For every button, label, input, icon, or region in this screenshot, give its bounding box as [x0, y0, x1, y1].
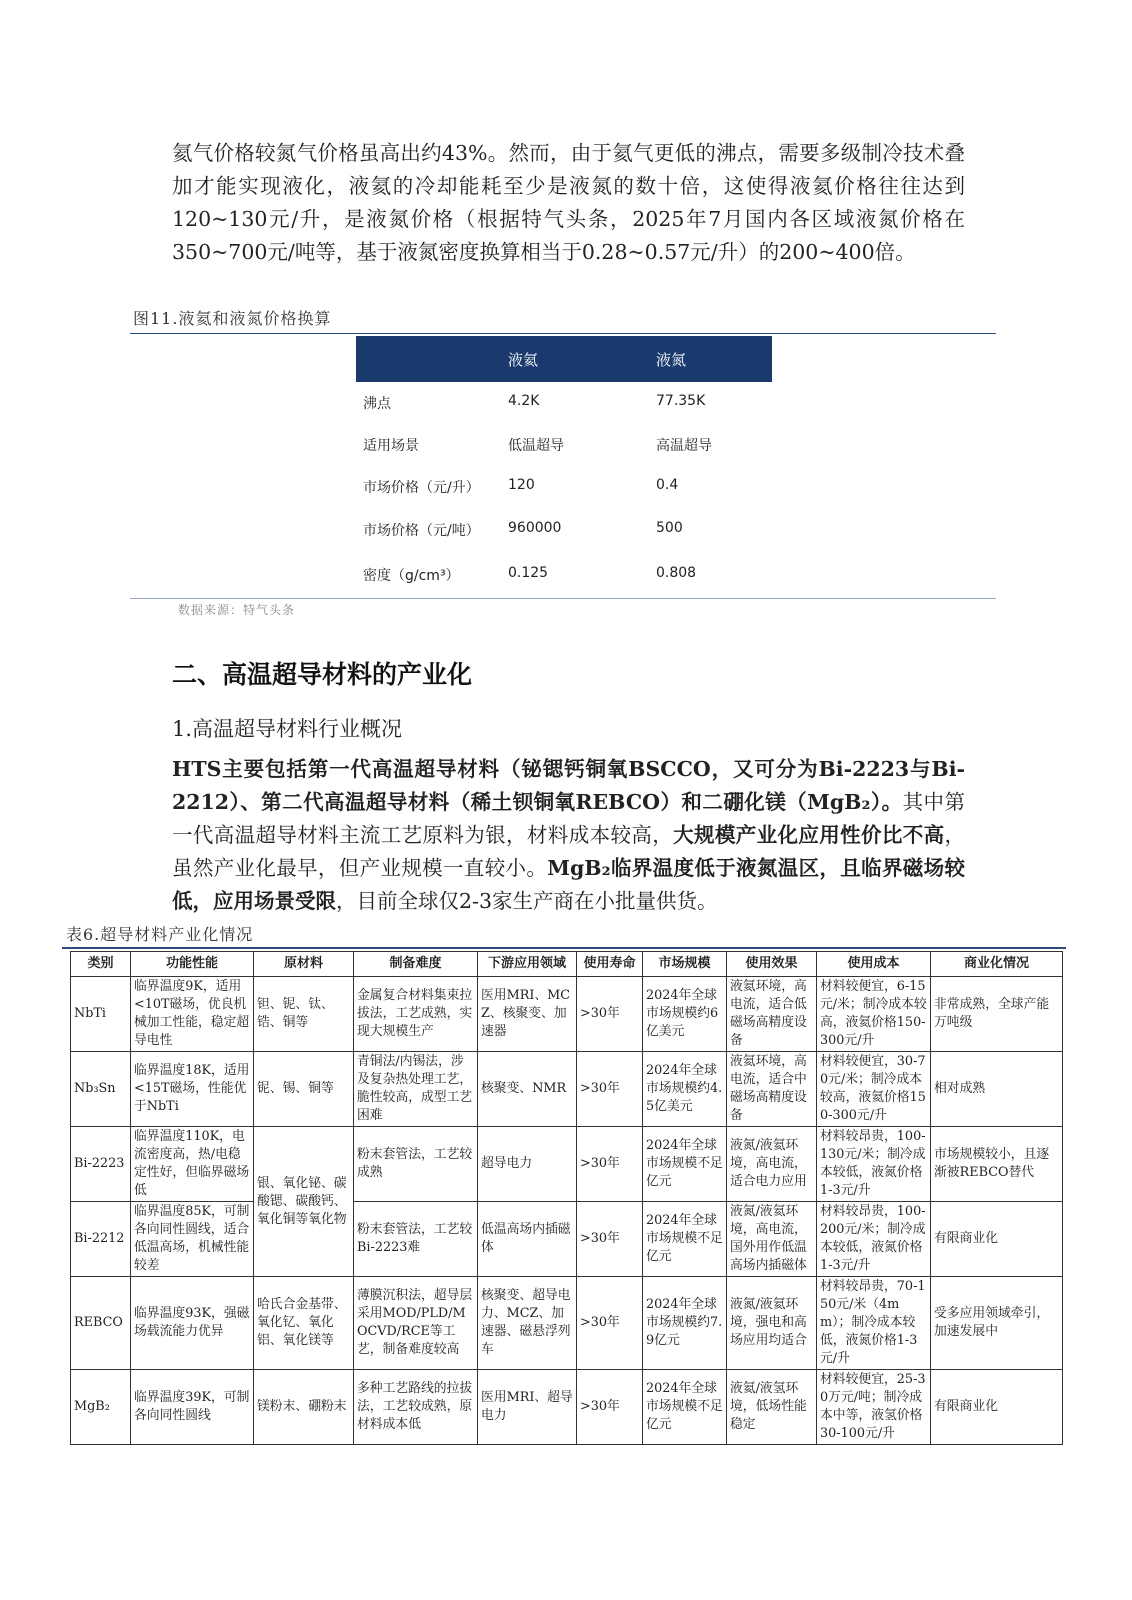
cell: 材料较便宜，30-70元/米；制冷成本较高，液氦价格150-300元/升	[817, 1052, 931, 1127]
section-heading: 二、高温超导材料的产业化	[172, 660, 473, 689]
table-caption: 表6.超导材料产业化情况	[66, 925, 254, 944]
figure-source: 数据来源：特气头条	[178, 603, 296, 617]
table-row	[71, 1277, 1063, 1370]
cell: 2024年全球市场规模不足亿元	[643, 1127, 727, 1202]
subsection-heading: 1.高温超导材料行业概况	[172, 717, 403, 741]
cell: 液氦环境，高电流，适合中磁场高精度设备	[727, 1052, 817, 1127]
cell: REBCO	[71, 1277, 131, 1370]
table-row	[71, 1370, 1063, 1445]
body-paragraph	[172, 753, 965, 918]
cell: 医用MRI、MCZ、核聚变、加速器	[478, 977, 577, 1052]
header-liquid-helium: 液氦	[508, 351, 539, 369]
table-top-rule	[62, 947, 1066, 949]
col-header: 原材料	[254, 952, 354, 977]
cell: 临界温度110K，电流密度高，热/电稳定性好，但临界磁场低	[131, 1127, 254, 1202]
cell: 低温高场内插磁体	[478, 1202, 577, 1277]
cell: 2024年全球市场规模不足亿元	[643, 1202, 727, 1277]
cell: 材料较便宜，25-30万元/吨；制冷成本中等，液氢价格30-100元/升	[817, 1370, 931, 1445]
table-row	[71, 1052, 1063, 1127]
cell: 粉末套管法，工艺较Bi-2223难	[354, 1202, 478, 1277]
cell: 材料较昂贵，100-200元/米；制冷成本较低，液氮价格1-3元/升	[817, 1202, 931, 1277]
cell: 临界温度93K，强磁场载流能力优异	[131, 1277, 254, 1370]
col-header: 市场规模	[643, 952, 727, 977]
cell: 市场规模较小，且逐渐被REBCO替代	[931, 1127, 1063, 1202]
cell: 液氮/液氦环境，强电和高场应用均适合	[727, 1277, 817, 1370]
figure-top-rule	[130, 333, 996, 334]
cell: 2024年全球市场规模不足亿元	[643, 1370, 727, 1445]
cell: MgB₂	[71, 1370, 131, 1445]
bold-text: MgB₂临界温度低于液氮温区，且临界磁场较低，应用场景受限	[172, 856, 966, 913]
cell: 铌、锡、铜等	[254, 1052, 354, 1127]
col-header: 类别	[71, 952, 131, 977]
cell: 临界温度39K，可制各向同性圆线	[131, 1370, 254, 1445]
cell: 青铜法/内锡法，涉及复杂热处理工艺，脆性较高，成型工艺困难	[354, 1052, 478, 1127]
cell: 钽、铌、钛、锆、铜等	[254, 977, 354, 1052]
cell: 材料较昂贵，70-150元/米（4mm）；制冷成本较低，液氮价格1-3元/升	[817, 1277, 931, 1370]
col-header: 制备难度	[354, 952, 478, 977]
cell: 金属复合材料集束拉拔法，工艺成熟，实现大规模生产	[354, 977, 478, 1052]
cell: 临界温度85K，可制各向同性圆线，适合低温高场，机械性能较差	[131, 1202, 254, 1277]
table-row	[71, 1202, 1063, 1277]
cell: >30年	[577, 1370, 643, 1445]
price-row-helium: 0.125	[508, 565, 549, 581]
cell: 银、氧化铋、碳酸锶、碳酸钙、氧化铜等氧化物	[254, 1127, 354, 1277]
col-header: 下游应用领域	[478, 952, 577, 977]
cell: 液氮/液氦环境，高电流，适合电力应用	[727, 1127, 817, 1202]
price-row-helium: 960000	[508, 520, 562, 536]
price-row-nitrogen: 77.35K	[656, 393, 706, 409]
cell: 非常成熟，全球产能万吨级	[931, 977, 1063, 1052]
price-row-label: 沸点	[363, 396, 391, 412]
table-row	[71, 977, 1063, 1052]
cell: 多种工艺路线的拉拔法，工艺较成熟，原材料成本低	[354, 1370, 478, 1445]
figure-caption: 图11.液氦和液氮价格换算	[133, 309, 332, 328]
col-header: 使用效果	[727, 952, 817, 977]
price-row	[356, 435, 772, 455]
price-row	[356, 393, 772, 413]
cell: 镁粉末、硼粉末	[254, 1370, 354, 1445]
cell: 材料较便宜，6-15元/米；制冷成本较高，液氦价格150-300元/升	[817, 977, 931, 1052]
cell: >30年	[577, 977, 643, 1052]
cell: 2024年全球市场规模约6亿美元	[643, 977, 727, 1052]
cell: >30年	[577, 1202, 643, 1277]
table-row	[71, 1127, 1063, 1202]
cell: 哈氏合金基带、氧化钇、氧化铝、氧化镁等	[254, 1277, 354, 1370]
cell: 核聚变、超导电力、MCZ、加速器、磁悬浮列车	[478, 1277, 577, 1370]
figure-bottom-rule	[130, 598, 996, 599]
cell: 有限商业化	[931, 1202, 1063, 1277]
cell: 临界温度18K，适用<15T磁场，性能优于NbTi	[131, 1052, 254, 1127]
cell: 2024年全球市场规模约7.9亿元	[643, 1277, 727, 1370]
cell: >30年	[577, 1052, 643, 1127]
price-row	[356, 477, 772, 497]
col-header: 功能性能	[131, 952, 254, 977]
cell: >30年	[577, 1277, 643, 1370]
cell: 材料较昂贵，100-130元/米；制冷成本较低，液氮价格1-3元/升	[817, 1127, 931, 1202]
price-row-nitrogen: 0.808	[656, 565, 697, 581]
cell: 临界温度9K，适用<10T磁场，优良机械加工性能，稳定超导电性	[131, 977, 254, 1052]
col-header: 使用寿命	[577, 952, 643, 977]
price-table-header	[356, 336, 772, 382]
price-row-helium: 4.2K	[508, 393, 540, 409]
cell: 超导电力	[478, 1127, 577, 1202]
price-row-nitrogen: 500	[656, 520, 683, 536]
table-header-row	[71, 952, 1063, 977]
cell: 核聚变、NMR	[478, 1052, 577, 1127]
price-row	[356, 520, 772, 540]
cell: 粉末套管法，工艺较成熟	[354, 1127, 478, 1202]
price-row-label: 适用场景	[363, 438, 419, 454]
plain-text: ，目前全球仅2-3家生产商在小批量供货。	[336, 889, 718, 913]
price-row	[356, 565, 772, 585]
price-row-label: 密度（g/cm³）	[363, 568, 460, 584]
bold-text: HTS主要包括第一代高温超导材料（铋锶钙铜氧BSCCO，又可分为Bi-2223与Bi-2212）、第二代高温超导材料（稀土钡铜氧REBCO）和二硼化镁（MgB₂）。	[172, 757, 965, 814]
cell: 相对成熟	[931, 1052, 1063, 1127]
col-header: 使用成本	[817, 952, 931, 977]
intro-paragraph: 氦气价格较氮气价格虽高出约43%。然而，由于氦气更低的沸点，需要多级制冷技术叠加才能实现液化，液氦的冷却能耗至少是液氮的数十倍，这使得液氦价格往往达到120~130元/升，是液氮价格（根据特气头条，2025年7月国内各区域液氮价格在350~700元/吨等，基于液氮密度换算相当于0.28~0.57元/升）的200~400倍。	[172, 141, 965, 264]
price-row-helium: 低温超导	[508, 438, 564, 454]
header-liquid-nitrogen: 液氮	[656, 351, 687, 369]
plain-text: 其中第一代高温超导材料主流工艺原料为银，材料成本较高，	[172, 790, 966, 847]
cell: 薄膜沉积法，超导层采用MOD/PLD/MOCVD/RCE等工艺，制备难度较高	[354, 1277, 478, 1370]
price-row-helium: 120	[508, 477, 535, 493]
price-row-label: 市场价格（元/吨）	[363, 523, 480, 539]
cell: Nb₃Sn	[71, 1052, 131, 1127]
plain-text: ，虽然产业化最早，但产业规模一直较小。	[172, 823, 966, 880]
col-header: 商业化情况	[931, 952, 1063, 977]
cell: NbTi	[71, 977, 131, 1052]
materials-table	[70, 951, 1063, 1445]
bold-text: 大规模产业化应用性价比不高	[673, 823, 945, 847]
cell: Bi-2223	[71, 1127, 131, 1202]
cell: 液氮/液氦环境，高电流，国外用作低温高场内插磁体	[727, 1202, 817, 1277]
cell: 液氦/液氢环境，低场性能稳定	[727, 1370, 817, 1445]
price-row-nitrogen: 高温超导	[656, 438, 712, 454]
cell: 液氦环境，高电流，适合低磁场高精度设备	[727, 977, 817, 1052]
price-row-label: 市场价格（元/升）	[363, 480, 480, 496]
cell: 医用MRI、超导电力	[478, 1370, 577, 1445]
cell: Bi-2212	[71, 1202, 131, 1277]
cell: 2024年全球市场规模约4.5亿美元	[643, 1052, 727, 1127]
cell: 受多应用领域牵引，加速发展中	[931, 1277, 1063, 1370]
cell: 有限商业化	[931, 1370, 1063, 1445]
cell: >30年	[577, 1127, 643, 1202]
price-row-nitrogen: 0.4	[656, 477, 679, 493]
